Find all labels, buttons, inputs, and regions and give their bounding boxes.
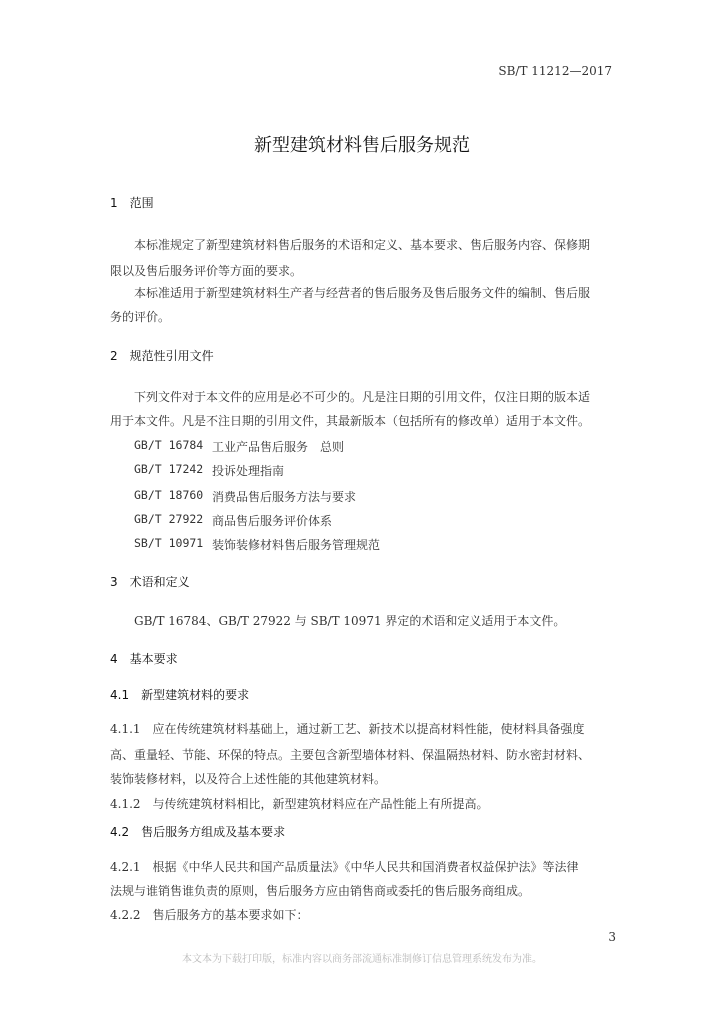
reference-code: GB/T 27922 xyxy=(134,512,204,526)
paragraph-line: 用于本文件。凡是不注日期的引用文件，其最新版本（包括所有的修改单）适用于本文件。 xyxy=(110,414,591,428)
paragraph-line: 高、重量轻、节能、环保的特点。主要包含新型墙体材料、保温隔热材料、防水密封材料、 xyxy=(110,748,591,762)
section-1-heading: 1 范围 xyxy=(110,196,154,210)
reference-name: 工业产品售后服务 总则 xyxy=(212,440,345,454)
reference-name: 投诉处理指南 xyxy=(212,464,285,478)
section-4-heading: 4 基本要求 xyxy=(110,652,178,666)
paragraph-line: 本标准规定了新型建筑材料售后服务的术语和定义、基本要求、售后服务内容、保修期 xyxy=(134,238,591,252)
page-number: 3 xyxy=(608,930,616,944)
section-4-1-heading: 4.1 新型建筑材料的要求 xyxy=(110,688,250,702)
footer-notice: 本文本为下载打印版，标准内容以商务部流通标准制修订信息管理系统发布为准。 xyxy=(182,954,542,965)
paragraph-line: 装饰装修材料，以及符合上述性能的其他建筑材料。 xyxy=(110,772,387,786)
section-2-heading: 2 规范性引用文件 xyxy=(110,349,214,363)
section-4-2-heading: 4.2 售后服务方组成及基本要求 xyxy=(110,825,286,839)
reference-name: 消费品售后服务方法与要求 xyxy=(212,490,357,504)
paragraph-line: 本标准适用于新型建筑材料生产者与经营者的售后服务及售后服务文件的编制、售后服 xyxy=(134,286,591,300)
paragraph-line: 4.2.2 售后服务方的基本要求如下： xyxy=(110,908,309,922)
document-title: 新型建筑材料售后服务规范 xyxy=(254,135,470,156)
reference-code: GB/T 17242 xyxy=(134,462,204,476)
paragraph-line: 限以及售后服务评价等方面的要求。 xyxy=(110,264,303,278)
standard-code: SB/T 11212—2017 xyxy=(498,64,612,78)
reference-name: 商品售后服务评价体系 xyxy=(212,514,333,528)
paragraph-line: 4.1.1 应在传统建筑材料基础上，通过新工艺、新技术以提高材料性能，使材料具备强度 xyxy=(110,722,585,736)
reference-code: GB/T 18760 xyxy=(134,488,204,502)
paragraph-line: 务的评价。 xyxy=(110,310,171,324)
paragraph-line: 4.2.1 根据《中华人民共和国产品质量法》《中华人民共和国消费者权益保护法》等法律 xyxy=(110,860,579,874)
reference-code: GB/T 16784 xyxy=(134,438,204,452)
paragraph-line: GB/T 16784、GB/T 27922 与 SB/T 10971 界定的术语和定义适用于本文件。 xyxy=(134,614,566,628)
reference-name: 装饰装修材料售后服务管理规范 xyxy=(212,538,381,552)
reference-code: SB/T 10971 xyxy=(134,536,204,550)
paragraph-line: 法规与谁销售谁负责的原则，售后服务方应由销售商或委托的售后服务商组成。 xyxy=(110,884,531,898)
section-3-heading: 3 术语和定义 xyxy=(110,575,190,589)
paragraph-line: 下列文件对于本文件的应用是必不可少的。凡是注日期的引用文件，仅注日期的版本适 xyxy=(134,390,591,404)
paragraph-line: 4.1.2 与传统建筑材料相比，新型建筑材料应在产品性能上有所提高。 xyxy=(110,797,489,811)
